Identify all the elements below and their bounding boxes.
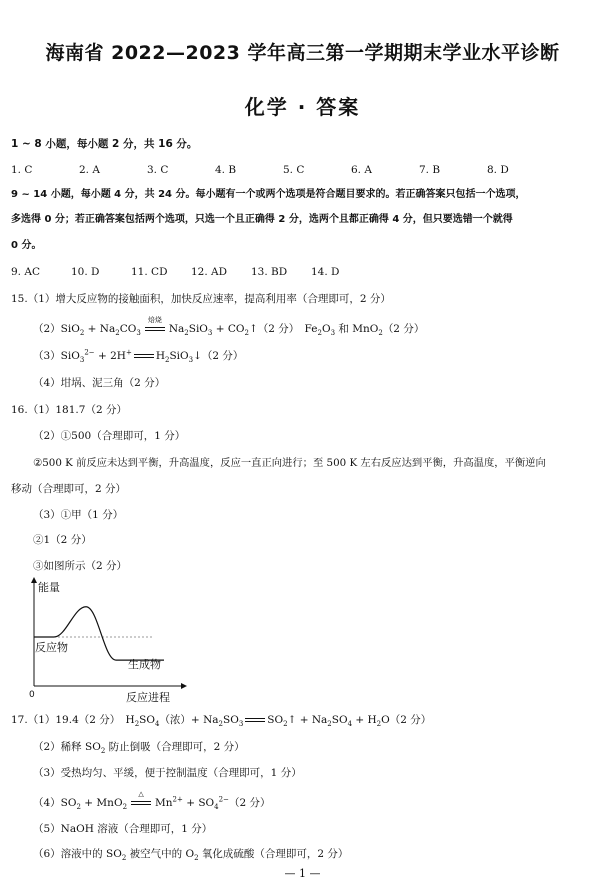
q16-part2-b: ②500 K 前反应未达到平衡，升高温度，反应一直正向进行；至 500 K 左右反应达到平衡，升高温度，平衡逆向 bbox=[33, 457, 546, 469]
answer-10: 10. D bbox=[71, 266, 100, 278]
reactant-label: 反应物 bbox=[35, 641, 68, 654]
q15-part2: $(2)SiO_2 + Na_2CO_3$ 焙烧 $Na_2SiO_3$ + $CO_2↑(2$ 分） $Fe_2O_3$ 和 MnO$_2$（2 分） bbox=[33, 322, 424, 336]
answer-4: 4. B bbox=[215, 164, 237, 176]
answer-13: 13. BD bbox=[251, 266, 288, 278]
section2-answers bbox=[11, 265, 339, 279]
answer-14: 14. D bbox=[311, 266, 340, 278]
page-number: — 1 — bbox=[284, 867, 321, 880]
document-title: 海南省 2022—2023 学年高三第一学期期末学业水平诊断 bbox=[45, 42, 560, 64]
answer-3: 3. C bbox=[147, 164, 169, 176]
energy-profile-chart bbox=[24, 576, 194, 704]
answer-7: 7. B bbox=[419, 164, 441, 176]
answer-2: 2. A bbox=[79, 164, 100, 176]
section2-intro-line2: 多选得 0 分；若正确答案包括两个选项，只选一个且正确得 2 分，选两个且都正确得 4 分，但只要选错一个就得 bbox=[11, 214, 513, 225]
answer-5: 5. C bbox=[283, 164, 305, 176]
q16-part3-c: ③如图所示（2 分） bbox=[33, 560, 128, 572]
q15-part4: （4）坩埚、泥三角（2 分） bbox=[33, 377, 166, 389]
q17-part2: （2）稀释 $SO_2$ 防止倒吸（合理即可，2 分） bbox=[33, 741, 245, 756]
y-axis-label: 能量 bbox=[38, 581, 60, 594]
answer-9: 9. AC bbox=[11, 266, 40, 278]
q17-part4: $(4)SO_2 + MnO_2$ △ $Mn^{2+} + SO_4^{2-}(2$ 分） bbox=[33, 796, 270, 810]
condition-roast: 焙烧 bbox=[147, 316, 162, 324]
q17-part5: （5）NaOH 溶液（合理即可，1 分） bbox=[33, 823, 213, 835]
answer-6: 6. A bbox=[351, 164, 372, 176]
answer-1: 1. C bbox=[11, 164, 33, 176]
section2-intro-line3: 0 分。 bbox=[11, 240, 42, 251]
q16-part3: （3）①甲（1 分） bbox=[33, 509, 124, 521]
origin-label: 0 bbox=[29, 690, 35, 700]
q15-part3: （3）SiO$_3^{2-}$ + 2H+ $H_2SiO_3↓(2$ 分） bbox=[33, 348, 244, 365]
q16-part3-b: ②1（2 分） bbox=[33, 534, 92, 546]
product-label: 生成物 bbox=[128, 658, 161, 671]
section1-answers bbox=[11, 163, 509, 177]
q15-part1: 15.（1）增大反应物的接触面积，加快反应速率，提高利用率（合理即可，2 分） bbox=[11, 293, 391, 305]
answer-8: 8. D bbox=[487, 164, 509, 176]
q17-part3: （3）受热均匀、平缓，便于控制温度（合理即可，1 分） bbox=[33, 767, 302, 779]
document-subtitle: 化学 · 答案 bbox=[244, 95, 361, 119]
answer-12: 12. AD bbox=[191, 266, 228, 278]
q17-part6: （6）溶液中的 $SO_2$ 被空气中的 $O_2$ 氧化成硫酸（合理即可，2 分） bbox=[33, 848, 349, 863]
q17-part1: 17.（1）19.4（2 分） $H_2SO_4$（浓）+ $Na_2SO_3$ $SO_2↑ + Na_2SO_4 + H_2O(2$ 分） bbox=[11, 714, 432, 729]
section1-intro: 1 ~ 8 小题，每小题 2 分，共 16 分。 bbox=[11, 138, 198, 150]
q16-part2-b-cont: 移动（合理即可，2 分） bbox=[11, 483, 127, 495]
section2-intro-line1: 9 ~ 14 小题，每小题 4 分，共 24 分。每小题有一个或两个选项是符合题目要求的。若正确答案只包括一个选项， bbox=[11, 189, 526, 200]
q16-part2: （2）①500（合理即可，1 分） bbox=[33, 430, 186, 442]
answer-11: 11. CD bbox=[131, 266, 168, 278]
x-axis-label: 反应进程 bbox=[126, 691, 170, 704]
q16-part1: 16.（1）181.7（2 分） bbox=[11, 404, 127, 416]
condition-heat: △ bbox=[138, 790, 144, 798]
